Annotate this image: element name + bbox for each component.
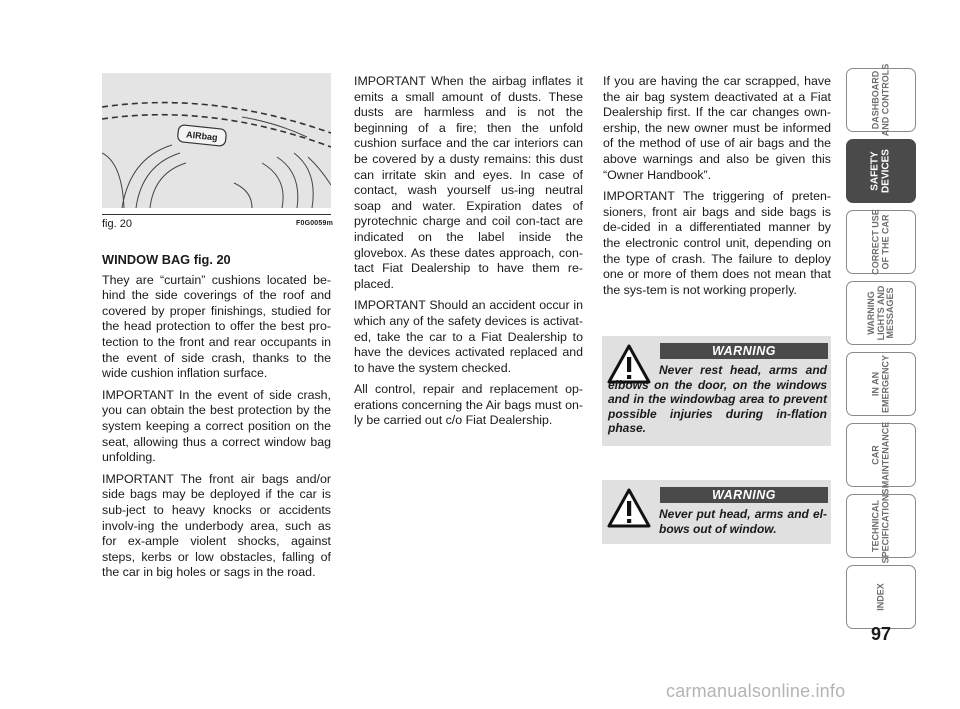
paragraph: If you are having the car scrapped, have the air bag system deactivated at a Fiat Dealership first. If the car changes own-ership, the new owner must be informed of the method of use of air bags and the above warnings and also be given this “Owner Handbook”.: [603, 74, 831, 182]
column-2: [354, 74, 583, 435]
tab-in-an-emergency[interactable]: [846, 352, 916, 416]
paragraph: IMPORTANT When the airbag inflates it emits a small amount of dusts. These dusts are harmless and is not the beginning of a fire; then the unfold cushion surface and the car interiors can be covered by a dusty remains: this dust can irritate skin and eyes. In case of contact, wash yourself us-ing neutral soap and water. Expiration dates of pyrotechnic charge and coil con-tact are indicated on the label inside the glovebox. As these dates approach, con-tact Fiat Dealership to have them re-placed.: [354, 74, 583, 291]
tab-label: IN AN EMERGENCY: [870, 354, 890, 414]
warning-box: [602, 480, 831, 544]
paragraph: IMPORTANT The triggering of preten-sioners, front air bags and side bags is de-cided in a differentiated manner by the electronic control unit, depending on the type of crash. The failure to deploy one or more of them does not mean that the sys-tem is not working properly.: [603, 189, 831, 297]
paragraph: IMPORTANT The front air bags and/or side bags may be deployed if the car is sub-ject to heavy knocks or accidents involv-ing the underbody area, such as for ex-ample violent shocks, against steps, kerbs or low obstacles, falling of the car in big holes or sags in the road.: [102, 471, 331, 580]
paragraph: IMPORTANT In the event of side crash, you can obtain the best protection by the system keeping a correct position on the seat, allowing thus a correct window bag unfolding.: [102, 387, 331, 465]
watermark: carmanualsonline.info: [666, 681, 846, 701]
warning-text: Never rest head, arms and elbows on the door, on the windows and in the windowbag area to prevent possible injuries during in-flation phase.: [608, 363, 827, 436]
tab-label: WARNING LIGHTS AND MESSAGES: [865, 285, 895, 341]
column-3: [603, 74, 831, 304]
tab-label: CAR MAINTENANCE: [870, 421, 890, 489]
figure-rule: [102, 214, 331, 215]
warning-title: WARNING: [660, 487, 828, 503]
paragraph: They are “curtain” cushions located be-hind the side coverings of the roof and covered by proper finishings, studied for the head protection to offer the best pro-tection to the front and rear occupants in the event of side crash, thanks to the wide cushion inflation surface.: [102, 272, 331, 381]
tab-index[interactable]: [846, 565, 916, 629]
page-number: 97: [870, 624, 892, 644]
tab-warning-lights-and-messages[interactable]: [846, 281, 916, 345]
tab-safety-devices[interactable]: [846, 139, 916, 203]
paragraph: All control, repair and replacement op-erations concerning the Air bags must on-ly be carried out c/o Fiat Dealership.: [354, 382, 583, 428]
paragraph: IMPORTANT Should an accident occur in which any of the safety devices is activat-ed, take the car to a Fiat Dealership to have the devices activated replaced and to have the system checked.: [354, 298, 583, 375]
window-bag-figure: [102, 73, 331, 208]
column-1: [102, 252, 331, 587]
warning-text: Never put head, arms and el-bows out of window.: [659, 507, 827, 536]
airbag-badge-text: AIRbag: [185, 129, 219, 143]
tab-label: SAFETY DEVICES: [869, 149, 891, 193]
tab-car-maintenance[interactable]: [846, 423, 916, 487]
figure-code: F0G0059m: [296, 220, 334, 227]
tab-label: INDEX: [875, 583, 886, 611]
warning-box: [602, 336, 831, 446]
airbag-illustration: [102, 73, 331, 208]
tab-technical-specifications[interactable]: [846, 488, 916, 564]
tab-correct-use-of-the-car[interactable]: [846, 210, 916, 274]
section-heading: WINDOW BAG fig. 20: [102, 252, 231, 267]
figure-label: fig. 20: [102, 218, 132, 230]
warning-title: WARNING: [660, 343, 828, 359]
tab-label: DASHBOARD AND CONTROLS: [870, 63, 890, 137]
tab-label: CORRECT USE OF THE CAR: [870, 209, 890, 275]
warning-triangle-icon: [607, 488, 651, 528]
tab-dashboard-and-controls[interactable]: [846, 63, 916, 137]
tab-label: TECHNICAL SPECIFICATIONS: [870, 488, 890, 564]
